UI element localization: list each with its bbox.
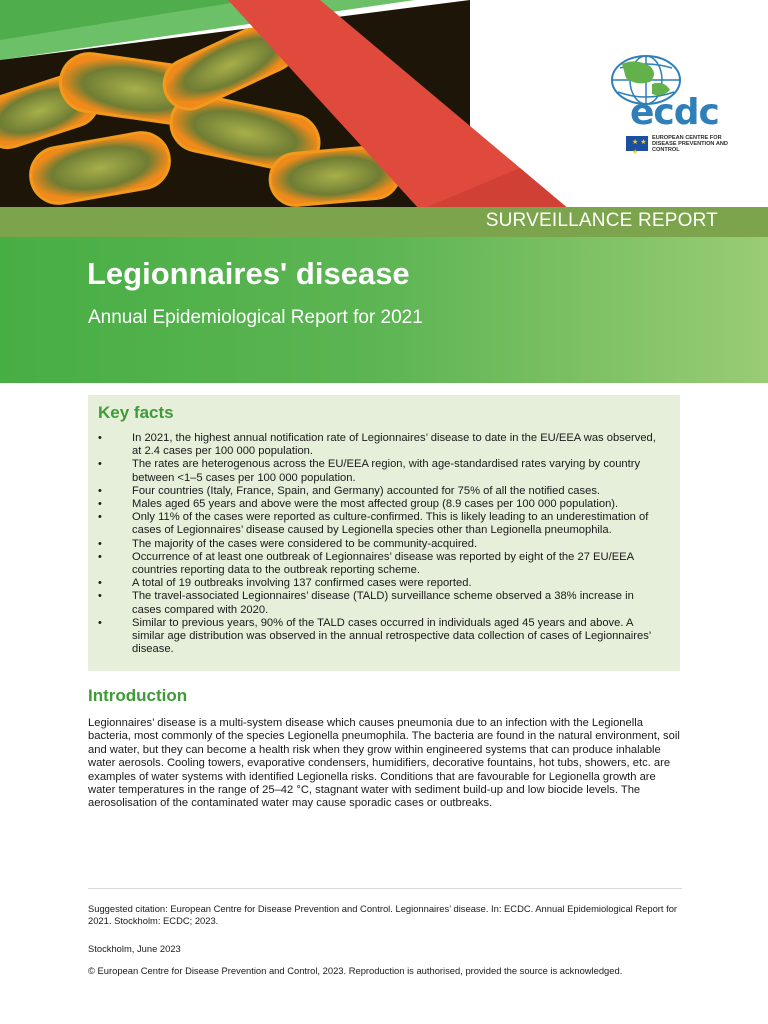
key-fact-item: • The rates are heterogenous across the EU/EEA region, with age-standardised rates varying by country between <1–5 cases per 100 000 population. bbox=[88, 458, 680, 484]
key-fact-item: • Four countries (Italy, France, Spain, and Germany) accounted for 75% of all the notified cases. bbox=[88, 485, 680, 498]
key-facts-heading: Key facts bbox=[98, 403, 174, 422]
cover-header bbox=[0, 0, 768, 210]
introduction-heading: Introduction bbox=[88, 686, 188, 705]
ecdc-wordmark: ecdc bbox=[630, 92, 719, 133]
report-type: SURVEILLANCE REPORT bbox=[485, 210, 718, 231]
ecdc-full-name: EUROPEAN CENTRE FOR DISEASE PREVENTION AND CONTROL bbox=[652, 135, 728, 154]
key-fact-item: • Similar to previous years, 90% of the TALD cases occurred in individuals aged 45 years and above. A similar age distribution was observed in the annual retrospective data collection of cases of Legionnaires’ disease. bbox=[88, 617, 680, 657]
key-fact-item: • A total of 19 outbreaks involving 137 confirmed cases were reported. bbox=[88, 577, 680, 590]
key-fact-item: • The travel-associated Legionnaires’ disease (TALD) surveillance scheme observed a 38% increase in cases compared with 2020. bbox=[88, 590, 680, 616]
page-subtitle: Annual Epidemiological Report for 2021 bbox=[88, 307, 423, 328]
place-date: Stockholm, June 2023 bbox=[88, 943, 181, 954]
suggested-citation: Suggested citation: European Centre for Disease Prevention and Control. Legionnaires’ disease. In: ECDC. Annual Epidemiological Report for 2021. Stockholm: ECDC; 2023. bbox=[88, 903, 678, 926]
key-facts-box bbox=[88, 395, 680, 671]
key-fact-item: • Males aged 65 years and above were the most affected group (8.9 cases per 100 000 population). bbox=[88, 498, 680, 511]
introduction-section bbox=[88, 686, 680, 811]
key-facts-list bbox=[88, 432, 680, 656]
report-type-band bbox=[0, 207, 768, 237]
title-band bbox=[0, 237, 768, 383]
key-fact-item: • In 2021, the highest annual notification rate of Legionnaires’ disease to date in the EU/EEA was observed, at 2.4 cases per 100 000 population. bbox=[88, 432, 680, 458]
key-fact-item: • Occurrence of at least one outbreak of Legionnaires’ disease was reported by eight of the 27 EU/EEA countries reporting data to the outbreak reporting scheme. bbox=[88, 551, 680, 577]
footer-divider bbox=[88, 888, 682, 889]
footer bbox=[88, 903, 688, 977]
eu-flag-icon: ★ ★ ★ bbox=[626, 136, 648, 151]
key-fact-item: • The majority of the cases were considered to be community-acquired. bbox=[88, 538, 680, 551]
page-title: Legionnaires' disease bbox=[87, 256, 410, 291]
key-fact-item: • Only 11% of the cases were reported as culture-confirmed. This is likely leading to an underestimation of cases of Legionnaires’ disease caused by Legionella species other than Legionella pneumophila. bbox=[88, 511, 680, 537]
ecdc-logo bbox=[602, 50, 730, 160]
introduction-body: Legionnaires’ disease is a multi-system disease which causes pneumonia due to an infection with the Legionella bacteria, most commonly of the species Legionella pneumophila. The bacteria are found in the natural environment, soil and water, but they can become a health risk when they grow within engineered systems that can produce inhalable water aerosols. Cooling towers, evaporative condensers, humidifiers, decorative fountains, hot tubs, showers, etc. are examples of water systems with identified Legionella risks. Conditions that are favourable for Legionella growth are water temperatures in the range of 25–42 °C, stagnant water with sediment build-up and low biocide levels. The aerosolisation of the contaminated water may cause sporadic cases or outbreaks. bbox=[88, 717, 680, 810]
copyright-notice: © European Centre for Disease Prevention and Control, 2023. Reproduction is authorised, provided the source is acknowledged. bbox=[88, 965, 623, 976]
